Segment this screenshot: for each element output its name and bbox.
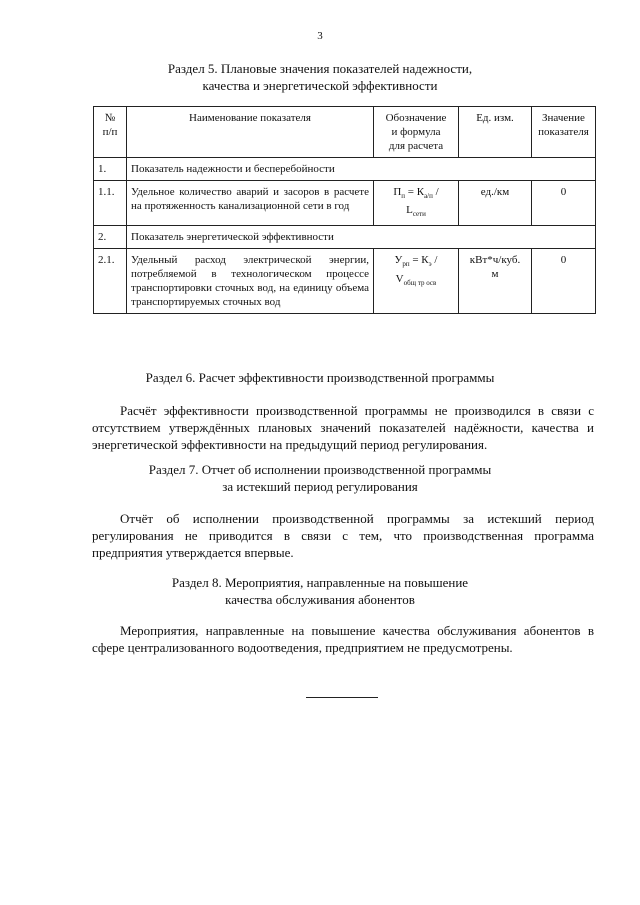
formula-den-sub: общ тр осв	[403, 278, 437, 287]
formula-eq: = К	[409, 254, 429, 267]
page-number: 3	[317, 30, 323, 42]
formula-sub: рп	[402, 260, 410, 269]
formula-slash: /	[432, 186, 439, 198]
header-value-line1: Значение	[542, 112, 585, 124]
section7-title-line1: Раздел 7. Отчет об исполнении производственной программы	[148, 462, 492, 477]
row2-unit-line2: м	[491, 268, 499, 281]
row2-unit	[459, 249, 532, 314]
group2-num: 2.	[94, 226, 127, 249]
table-group-row	[94, 158, 596, 181]
table-header-row	[94, 107, 596, 158]
formula-sub: п	[401, 192, 406, 201]
formula-den: V	[395, 272, 404, 285]
header-value-line2: показателя	[538, 126, 589, 138]
formula-sub: а/п	[424, 192, 433, 201]
row1-formula-bottom	[378, 203, 454, 221]
header-formula-line3: для расчета	[388, 140, 444, 152]
section8-text: Мероприятия, направленные на повышение качества обслуживания абонентов в сфере централизованного водоотведения, предприятием не предусмотрены.	[92, 623, 594, 655]
table-group-row	[94, 226, 596, 249]
formula-den: L	[406, 204, 413, 217]
closing-line	[306, 697, 378, 698]
section7-title	[0, 461, 640, 495]
row2-name: Удельный расход электрической энергии, потребляемой в технологическом процессе транспортировки сточных вод, на единицу объема транспортируемых сточных вод	[127, 249, 374, 314]
header-name: Наименование показателя	[127, 107, 374, 158]
row1-unit: ед./км	[459, 181, 532, 226]
section8-title-line1: Раздел 8. Мероприятия, направленные на повышение	[171, 575, 469, 590]
formula-sub: э	[428, 260, 432, 269]
section8-title-line2: качества обслуживания абонентов	[225, 592, 415, 607]
row2-formula	[374, 249, 459, 314]
section6-title: Раздел 6. Расчет эффективности производственной программы	[145, 370, 495, 385]
row1-formula-top	[378, 185, 454, 203]
section6-text: Расчёт эффективности производственной программы не производился в связи с отсутствием утверждённых плановых значений показателей надёжности, качества и энергетической эффективности на предыдущий период регулирования.	[92, 403, 594, 452]
row2-num: 2.1.	[94, 249, 127, 314]
formula-eq: = К	[405, 186, 425, 198]
table-row	[94, 249, 596, 314]
header-formula-line1: Обозначение	[385, 112, 447, 124]
row1-value: 0	[532, 181, 596, 226]
header-num-line1: №	[104, 112, 116, 124]
header-formula	[374, 107, 459, 158]
row2-value: 0	[532, 249, 596, 314]
row2-formula-top	[378, 253, 454, 271]
section7-title-line2: за истекший период регулирования	[222, 479, 418, 494]
group2-label: Показатель энергетической эффективности	[127, 226, 596, 249]
row2-unit-line1: кВт*ч/куб.	[469, 254, 521, 267]
row1-num: 1.1.	[94, 181, 127, 226]
section7-text: Отчёт об исполнении производственной программы за истекший период регулирования не приводится в связи с тем, что производственная программа предприятия утверждается впервые.	[92, 511, 594, 560]
section8-title	[0, 574, 640, 608]
row1-name: Удельное количество аварий и засоров в расчете на протяженность канализационной сети в год	[127, 181, 374, 226]
formula-symbol: П	[393, 186, 402, 198]
formula-den-sub: сети	[412, 210, 426, 219]
table-row	[94, 181, 596, 226]
row1-formula	[374, 181, 459, 226]
formula-symbol: У	[394, 254, 403, 267]
row2-formula-bottom	[378, 272, 454, 290]
section5-title	[0, 60, 640, 94]
header-unit: Ед. изм.	[459, 107, 532, 158]
group1-label: Показатель надежности и бесперебойности	[127, 158, 596, 181]
group1-num: 1.	[94, 158, 127, 181]
indicators-table	[93, 106, 596, 314]
header-num	[94, 107, 127, 158]
formula-slash: /	[431, 254, 438, 267]
header-value	[532, 107, 596, 158]
header-formula-line2: и формула	[391, 126, 441, 138]
section5-title-line2: качества и энергетической эффективности	[202, 78, 438, 93]
section5-title-line1: Раздел 5. Плановые значения показателей надежности,	[167, 61, 473, 76]
header-num-line2: п/п	[102, 126, 118, 138]
